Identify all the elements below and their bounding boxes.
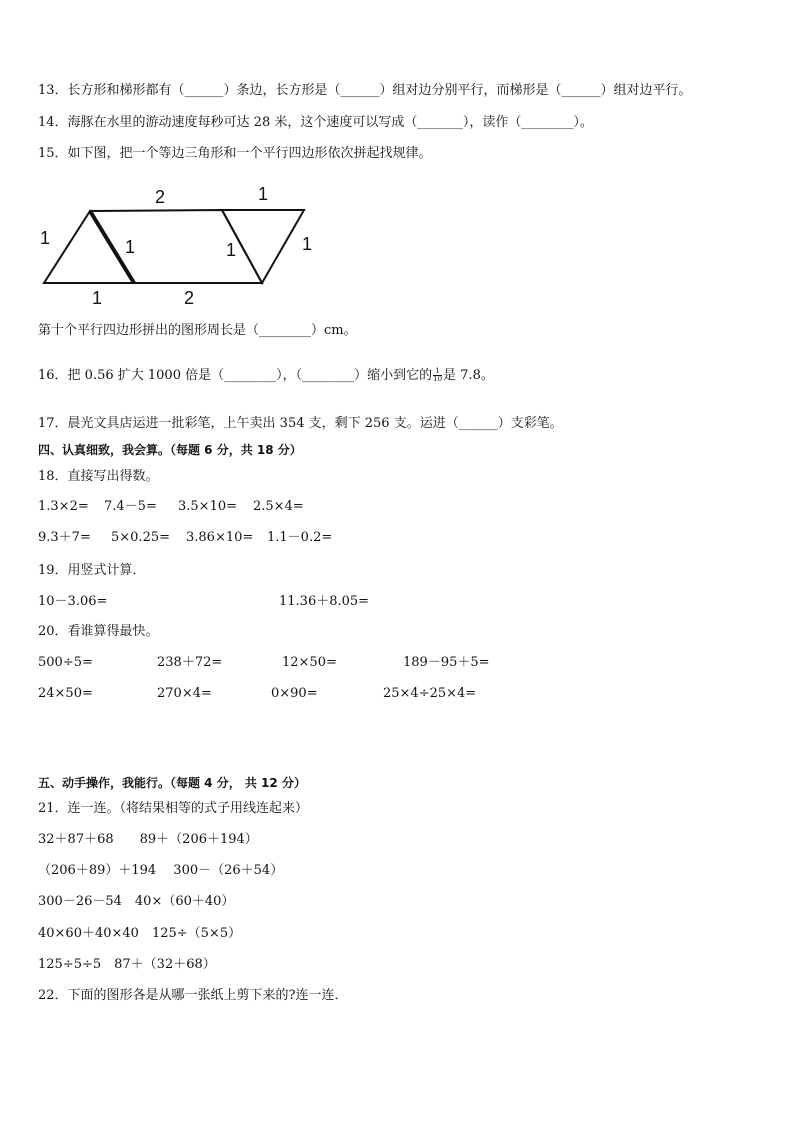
question-14: 14．海豚在水里的游动速度每秒可达 28 米，这个速度可以写成（_______），读作（________）。 [38,115,593,130]
q21-row: 125÷5÷5 87＋（32＋68） [38,957,216,972]
q18-item: 9.3＋7= [38,530,91,545]
triangle-left [44,211,134,283]
question-13: 13．长方形和梯形都有（______）条边，长方形是（______）组对边分别平行，而梯形是（______）组对边平行。 [38,83,692,98]
q18-item: 7.4－5= [104,499,157,514]
question-22: 22．下面的图形各是从哪一张纸上剪下来的?连一连． [38,988,348,1003]
section-4-heading: 四、认真细致，我会算。（每题 6 分，共 18 分） [38,443,302,457]
q21-row: 32＋87＋68 89＋（206＋194） [38,832,258,847]
q21-row: 40×60＋40×40 125÷（5×5） [38,926,242,941]
question-16 [38,367,494,385]
q18-item: 2.5×4= [253,499,304,514]
label-top-triangle: 1 [258,184,269,204]
question-18: 18．直接写出得数。 [38,469,159,484]
q20-item: 24×50= [38,686,93,701]
q18-item: 3.5×10= [178,499,238,514]
q20-item: 25×4÷25×4= [383,686,477,701]
question-15: 15．如下图，把一个等边三角形和一个平行四边形依次拼起找规律。 [38,146,432,161]
label-inner-edge: 1 [226,240,237,260]
label-bottom-parallelogram: 2 [184,288,195,308]
q20-item: 0×90= [271,686,318,701]
question-20: 20．看谁算得最快。 [38,624,159,639]
triangle-parallelogram-figure [34,180,324,310]
q18-item: 3.86×10= [186,530,254,545]
q19-item: 10－3.06= [38,594,108,609]
label-top-parallelogram: 2 [155,187,166,207]
q18-item: 5×0.25= [111,530,171,545]
label-shared-edge: 1 [125,237,136,257]
label-bottom-triangle: 1 [92,288,103,308]
q21-row: （206＋89）＋194 300－（26＋54） [38,863,284,878]
q20-item: 12×50= [282,655,337,670]
q21-row: 300－26－54 40×（60＋40） [38,894,235,909]
question-21: 21．连一连。（将结果相等的式子用线连起来） [38,801,309,816]
label-left-side: 1 [40,228,51,248]
q20-item: 189－95＋5= [403,655,490,670]
q19-item: 11.36＋8.05= [279,594,370,609]
label-right-side: 1 [302,234,313,254]
section-5-heading: 五、动手操作，我能行。（每题 4 分， 共 12 分） [38,776,306,790]
question-17: 17．晨光文具店运进一批彩笔，上午卖出 354 支，剩下 256 支。运进（______）支彩笔。 [38,416,563,431]
parallelogram [90,210,262,283]
fraction-one-tenth: $\frac{1}{10}$ [433,367,443,383]
question-15-answer: 第十个平行四边形拼出的图形周长是（________）cm。 [38,323,357,338]
question-16-text-after: 是 7.8。 [443,368,494,383]
q20-item: 270×4= [157,686,212,701]
q18-item: 1.1－0.2= [267,530,333,545]
q20-item: 500÷5= [38,655,93,670]
q20-item: 238＋72= [157,655,223,670]
question-19: 19．用竖式计算． [38,563,146,578]
question-16-text-before: 16．把 0.56 扩大 1000 倍是（________），（________）缩小到它的 [38,368,433,383]
q18-item: 1.3×2= [38,499,89,514]
